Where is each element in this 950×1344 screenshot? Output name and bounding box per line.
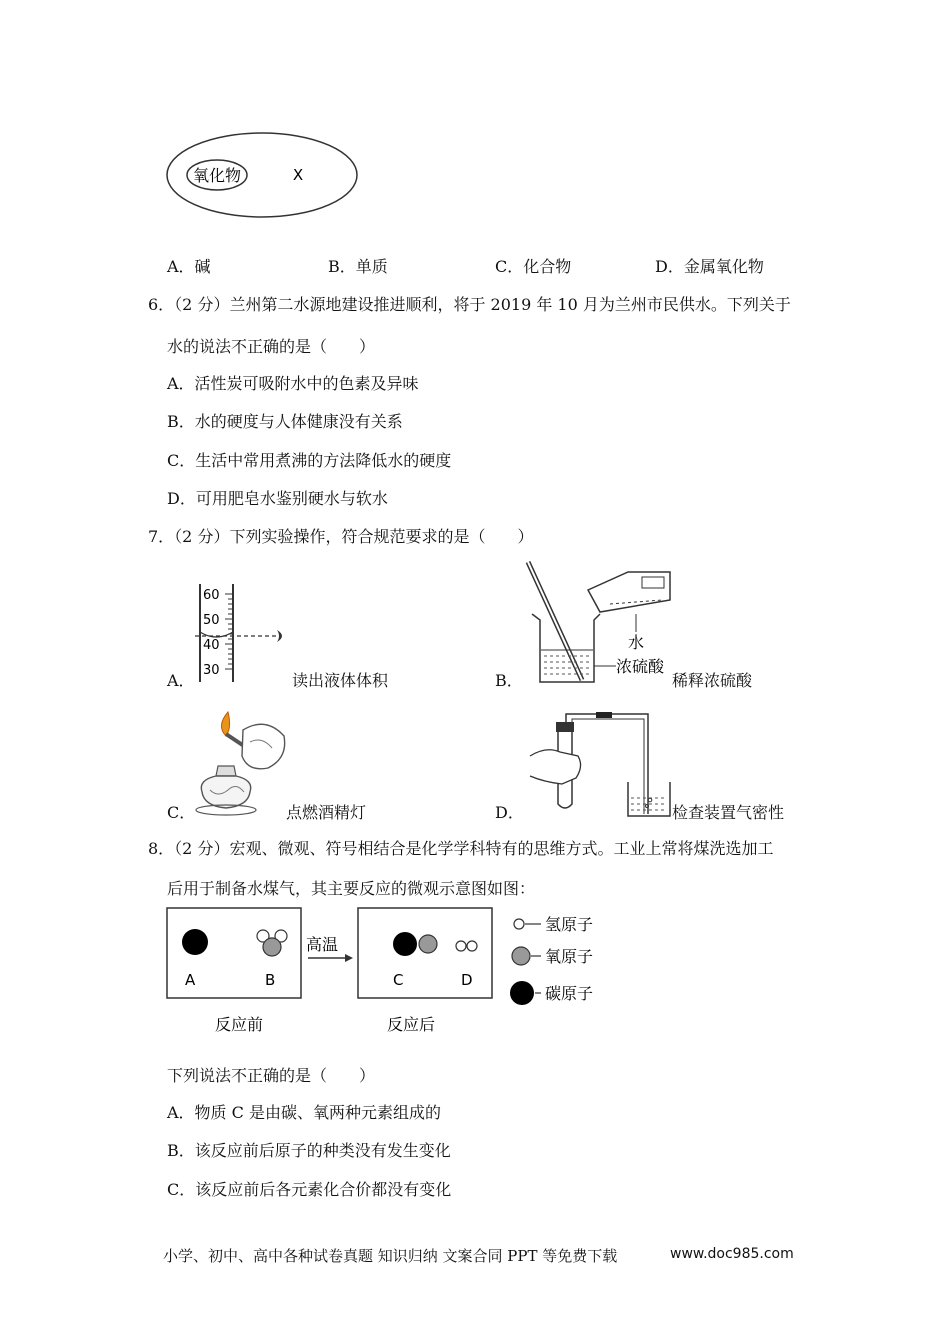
water-label: 水 <box>628 633 645 652</box>
footer-text: 小学、初中、高中各种试卷真题 知识归纳 文案合同 PPT 等免费下载 <box>163 1247 618 1265</box>
q6-option-d: D．可用肥皂水鉴别硬水与软水 <box>167 489 388 508</box>
q6-option-c: C．生活中常用煮沸的方法降低水的硬度 <box>167 451 452 470</box>
q5-option-d: D．金属氧化物 <box>655 257 764 276</box>
q5-option-a: A．碱 <box>167 257 211 276</box>
q8-question: 下列说法不正确的是（ ） <box>167 1066 376 1085</box>
q5-option-c: C．化合物 <box>495 257 572 276</box>
carbon-atom-a <box>182 929 208 955</box>
oxide-venn-diagram <box>165 130 365 220</box>
label-d: D <box>461 971 473 989</box>
q6-option-b: B．水的硬度与人体健康没有关系 <box>167 412 403 431</box>
q7-option-c-caption: 点燃酒精灯 <box>286 803 367 822</box>
legend-carbon: 碳原子 <box>545 984 594 1003</box>
q7-stem: 7．（2 分）下列实验操作，符合规范要求的是（ ） <box>148 527 534 546</box>
q6-option-a: A．活性炭可吸附水中的色素及异味 <box>167 374 419 393</box>
label-c: C <box>393 971 404 989</box>
q8-stem-line1: 8．（2 分）宏观、微观、符号相结合是化学学科特有的思维方式。工业上常将煤洗选加工 <box>148 839 774 858</box>
tick-30: 30 <box>203 663 220 678</box>
q7-option-d-letter: D． <box>495 803 524 822</box>
q8-option-a: A．物质 C 是由碳、氧两种元素组成的 <box>167 1103 441 1122</box>
q7-option-d-caption: 检查装置气密性 <box>672 803 785 822</box>
tick-40: 40 <box>203 638 220 653</box>
eye-icon <box>277 630 282 642</box>
alcohol-lamp-figure <box>188 706 288 820</box>
acid-label: 浓硫酸 <box>616 657 665 676</box>
q7-option-a-caption: 读出液体体积 <box>292 671 389 690</box>
q8-option-b: B．该反应前后原子的种类没有发生变化 <box>167 1141 451 1160</box>
q8-option-c: C．该反应前后各元素化合价都没有变化 <box>167 1180 452 1199</box>
reaction-condition: 高温 <box>306 935 339 954</box>
tick-60: 60 <box>203 588 220 603</box>
venn-outer-label: X <box>292 166 304 184</box>
tick-50: 50 <box>203 613 220 628</box>
graduated-cylinder-figure <box>195 582 295 684</box>
q6-stem-line2: 水的说法不正确的是（ ） <box>167 337 376 356</box>
venn-inner-label: 氧化物 <box>192 166 242 185</box>
q7-option-b-letter: B． <box>495 671 523 690</box>
airtightness-figure <box>520 706 685 818</box>
reaction-micro-diagram <box>165 906 625 1038</box>
before-label: 反应前 <box>215 1015 264 1034</box>
label-a: A <box>185 971 196 989</box>
after-label: 反应后 <box>387 1015 436 1034</box>
label-b: B <box>265 971 276 989</box>
q7-option-c-letter: C． <box>167 803 196 822</box>
footer-url[interactable]: www.doc985.com <box>670 1246 794 1262</box>
q8-stem-line2: 后用于制备水煤气，其主要反应的微观示意图如图： <box>167 879 536 898</box>
legend-oxygen: 氧原子 <box>545 947 594 966</box>
q7-option-a-letter: A． <box>167 671 195 690</box>
dilute-acid-figure <box>520 560 680 686</box>
q6-stem-line1: 6．（2 分）兰州第二水源地建设推进顺利，将于 2019 年 10 月为兰州市民供水。下列关于 <box>148 295 791 314</box>
legend-hydrogen: 氢原子 <box>545 915 594 934</box>
q7-option-b-caption: 稀释浓硫酸 <box>672 671 753 690</box>
q5-option-b: B．单质 <box>328 257 388 276</box>
